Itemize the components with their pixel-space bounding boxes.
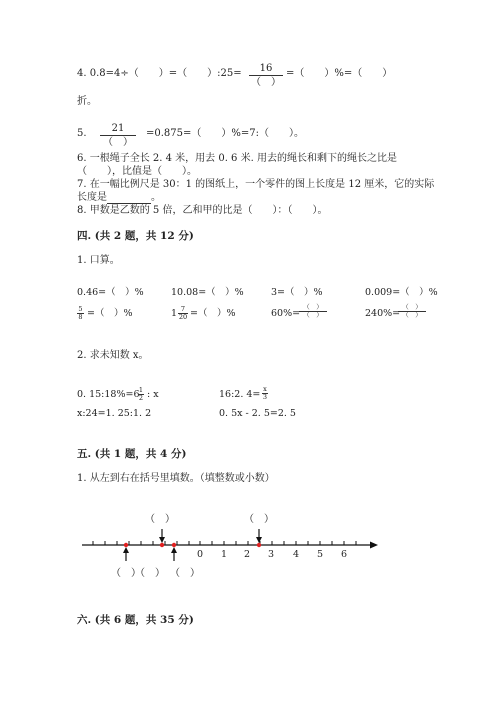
section6-heading: 六. (共 6 题，共 35 分) xyxy=(77,614,194,626)
eq1-frac-num: 1 xyxy=(138,386,144,394)
oral-item-4: 0.009=（ ）% xyxy=(365,287,438,298)
arrow-top-left xyxy=(159,529,165,543)
oral-item-1: 0.46=（ ）% xyxy=(77,287,144,298)
section5-heading: 五. (共 1 题，共 4 分) xyxy=(77,448,187,460)
eq3: x:24=1. 25:1. 2 xyxy=(77,408,152,419)
section4-heading: 四. (共 2 题，共 12 分) xyxy=(77,230,194,242)
number-line-arrowhead xyxy=(370,542,378,549)
q7-line2-end: 。 xyxy=(151,192,161,203)
oral-item-2: 10.08=（ ）% xyxy=(171,287,244,298)
tick-label-0: 0 xyxy=(197,549,204,560)
q8-text: 8. 甲数是乙数的 5 倍，乙和甲的比是（ ）：（ ）。 xyxy=(77,205,328,216)
oral-item-6-den: 20 xyxy=(178,313,188,321)
q5-frac-num: 21 xyxy=(111,123,125,134)
oral-item-6-num: 7 xyxy=(180,305,186,313)
eq4: 0. 5x - 2. 5=2. 5 xyxy=(219,408,296,419)
blank-top-left[interactable]: （ ） xyxy=(145,514,175,525)
arrow-bottom-1 xyxy=(123,547,129,561)
oral-item-6-text: =（ ）% xyxy=(190,308,236,319)
tick-label-1: 1 xyxy=(221,549,228,560)
oral-item-7-text: 60%= xyxy=(271,308,301,319)
oral-item-8-text: 240%= xyxy=(365,308,401,319)
s4-q2-title: 2. 求未知数 x。 xyxy=(77,350,149,361)
tick-label-6: 6 xyxy=(341,549,348,560)
point-b xyxy=(160,543,164,547)
q4-frac-num: 16 xyxy=(259,63,273,74)
blank-bottom-3[interactable]: （ ） xyxy=(170,568,200,579)
q5-number: 5. xyxy=(77,128,87,139)
q7-line1: 7. 在一幅比例尺是 30：1 的图纸上，一个零件的图上长度是 12 厘米，它的实际 xyxy=(77,179,435,190)
tick-label-4: 4 xyxy=(293,549,300,560)
s5-q1-title: 1. 从左到右在括号里填数。（填整数或小数） xyxy=(77,473,275,484)
oral-item-5-den: 8 xyxy=(78,313,83,321)
point-c xyxy=(172,543,176,547)
oral-item-8-num: （ ） xyxy=(402,303,422,311)
q4-text-b: =（ ）%=（ ） xyxy=(286,68,393,79)
arrow-bottom-2 xyxy=(171,547,177,561)
arrow-top-right xyxy=(256,529,262,543)
tick-label-5: 5 xyxy=(317,549,324,560)
q4-cont: 折。 xyxy=(77,96,97,107)
eq2-left: 16:2. 4= xyxy=(219,389,261,400)
q7-line2-text: 长度是 xyxy=(77,192,107,203)
oral-item-7-num: （ ） xyxy=(303,303,323,311)
oral-item-7-den: （ ） xyxy=(303,311,323,319)
q6-line1: 6. 一根绳子全长 2. 4 米，用去 0. 6 米. 用去的绳长和剩下的绳长之比是 xyxy=(77,153,397,164)
q5-frac-den: （ ） xyxy=(103,137,133,148)
eq1-left: 0. 15:18%=6 xyxy=(77,389,140,400)
oral-item-8-den: （ ） xyxy=(402,311,422,319)
point-a xyxy=(124,543,128,547)
q4-text-a: 4. 0.8=4÷（ ）=（ ）:25= xyxy=(77,68,242,79)
eq1-right: : x xyxy=(147,389,159,400)
point-d xyxy=(257,543,261,547)
oral-item-3: 3=（ ）% xyxy=(271,287,323,298)
s4-q1-title: 1. 口算。 xyxy=(77,255,120,266)
eq2-frac-den: 3 xyxy=(262,393,268,401)
blank-top-right[interactable]: （ ） xyxy=(244,514,274,525)
blank-bottom-2[interactable]: （ ） xyxy=(135,568,165,579)
oral-item-5-num: 5 xyxy=(78,305,83,313)
eq2-frac-num: x xyxy=(263,385,267,393)
q4-frac-den: （ ） xyxy=(251,77,281,88)
oral-item-6-whole: 1 xyxy=(171,308,178,319)
eq1-frac-den: 2 xyxy=(138,394,144,402)
oral-item-5-text: =（ ）% xyxy=(87,308,133,319)
q6-line2: （ ），比值是（ ）。 xyxy=(77,166,197,177)
q5-text: =0.875=（ ）%=7:（ ）。 xyxy=(146,128,304,139)
tick-label-3: 3 xyxy=(268,549,275,560)
tick-label-2: 2 xyxy=(244,549,251,560)
blank-bottom-1[interactable]: （ ） xyxy=(111,568,141,579)
